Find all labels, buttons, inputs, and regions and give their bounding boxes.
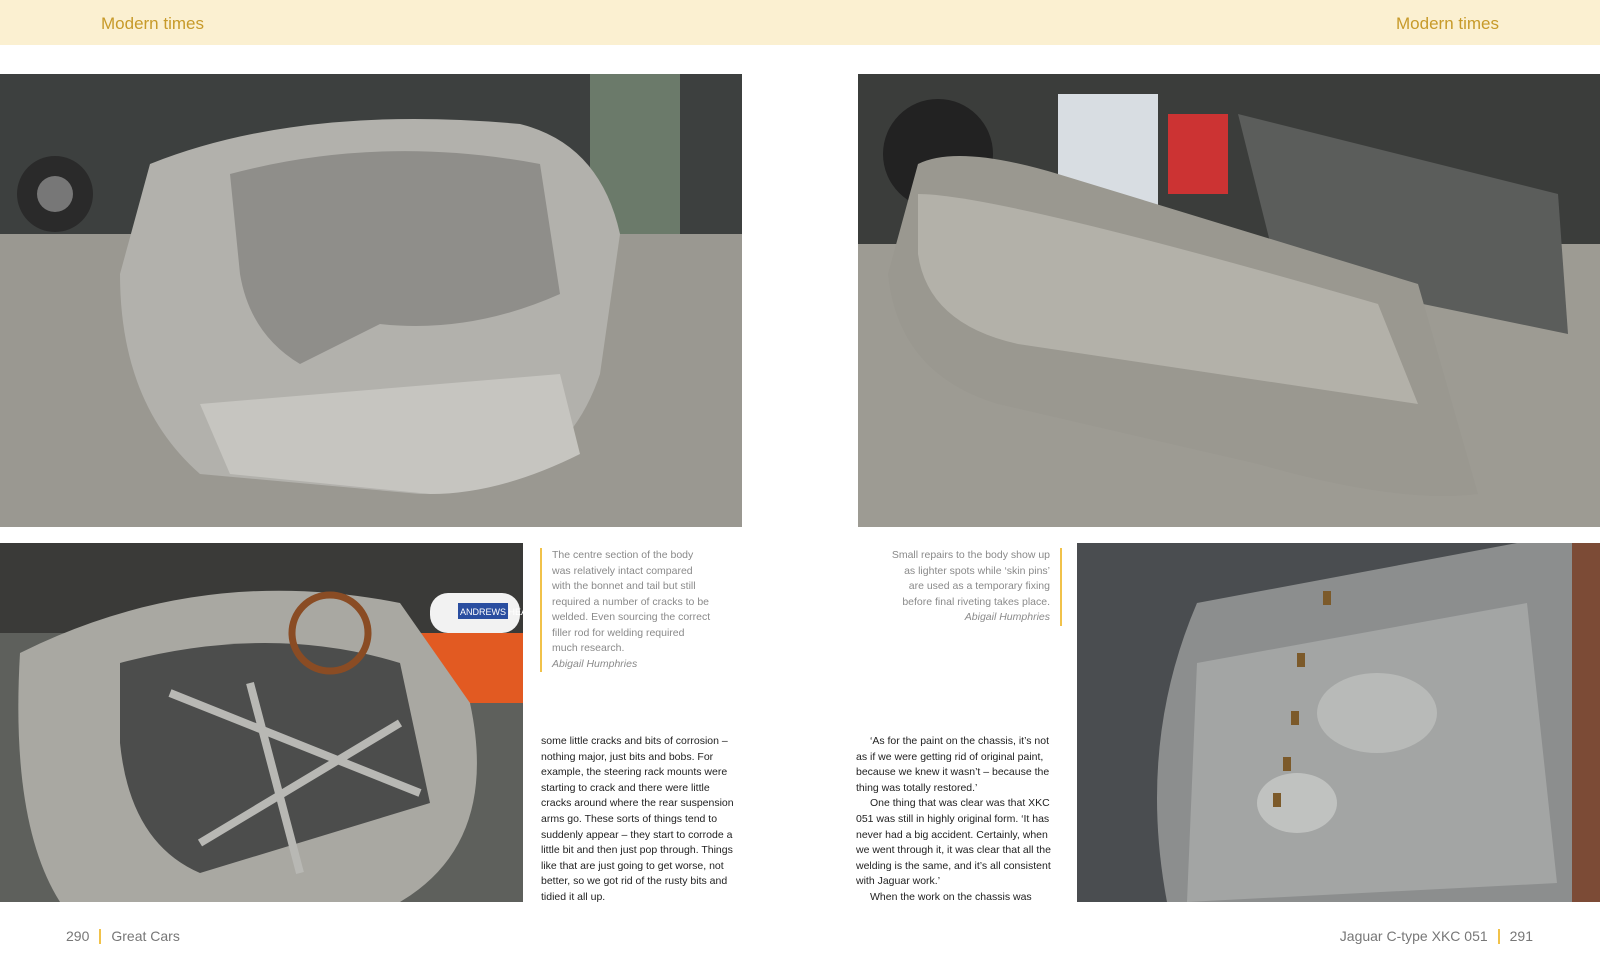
heater-banner-text: ANDREWS HEATING (460, 607, 548, 617)
body-right-paragraph-1: ‘As for the paint on the chassis, it’s not as if we were getting rid of original paint, because we knew it wasn’t – because the thing was totally restored.’ (856, 735, 1050, 794)
footer-left (66, 928, 180, 944)
caption-right (890, 548, 1062, 626)
body-text-left (541, 734, 741, 906)
photo-cockpit-frame (0, 543, 548, 902)
photo-centre-body-section (0, 74, 742, 527)
footer-divider-right (1498, 929, 1500, 944)
skin-pins-illustration (1077, 543, 1600, 902)
page-number-left: 290 (66, 928, 90, 944)
body-right-paragraph-2: One thing that was clear was that XKC 051 was still in highly original form. ‘It has never had a big accident. Certainly, when we went through it, it was clear that all the welding is the same, and it’s all consistent with Jaguar work.’ (856, 797, 1051, 888)
footer-title-right: Jaguar C-type XKC 051 (1339, 928, 1488, 944)
running-head-right: Modern times (1396, 14, 1499, 33)
header-band (0, 0, 1600, 45)
footer-divider-left (99, 929, 101, 944)
tail-panels-illustration (858, 74, 1600, 527)
body-right-paragraph-3: When the work on the chassis was (870, 890, 1032, 903)
page-number-right: 291 (1509, 928, 1533, 944)
footer-title-left: Great Cars (111, 928, 180, 944)
caption-right-credit: Abigail Humphries (964, 611, 1050, 623)
caption-left-text: The centre section of the body was relatively intact compared with the bonnet and tail but still required a number of cracks to be welded. Even sourcing the correct filler rod for welding required much research. (552, 549, 711, 654)
footer-right (1340, 928, 1533, 944)
photo-tail-and-bonnet-panels (858, 74, 1600, 527)
centre-body-illustration (0, 74, 742, 527)
photo-skin-pins-closeup (1077, 543, 1600, 902)
caption-left-credit: Abigail Humphries (552, 657, 638, 670)
caption-left (540, 548, 712, 672)
body-left-paragraph: some little cracks and bits of corrosion – nothing major, just bits and bobs. For example, the steering rack mounts were starting to crack and there were little cracks around where the rear suspension arms go. These sorts of things tend to suddenly appear – they start to corrode a little bit and then just pop through. Things like that are just going to get worse, not better, so we got rid of the rusty bits and tidied it all up. (541, 735, 734, 903)
caption-right-text: Small repairs to the body show up as lighter spots while ‘skin pins’ are used as a temporary fixing before final riveting takes place. (891, 549, 1050, 608)
running-head-left: Modern times (101, 14, 204, 33)
body-text-right (856, 734, 1061, 906)
cockpit-illustration (0, 543, 548, 902)
